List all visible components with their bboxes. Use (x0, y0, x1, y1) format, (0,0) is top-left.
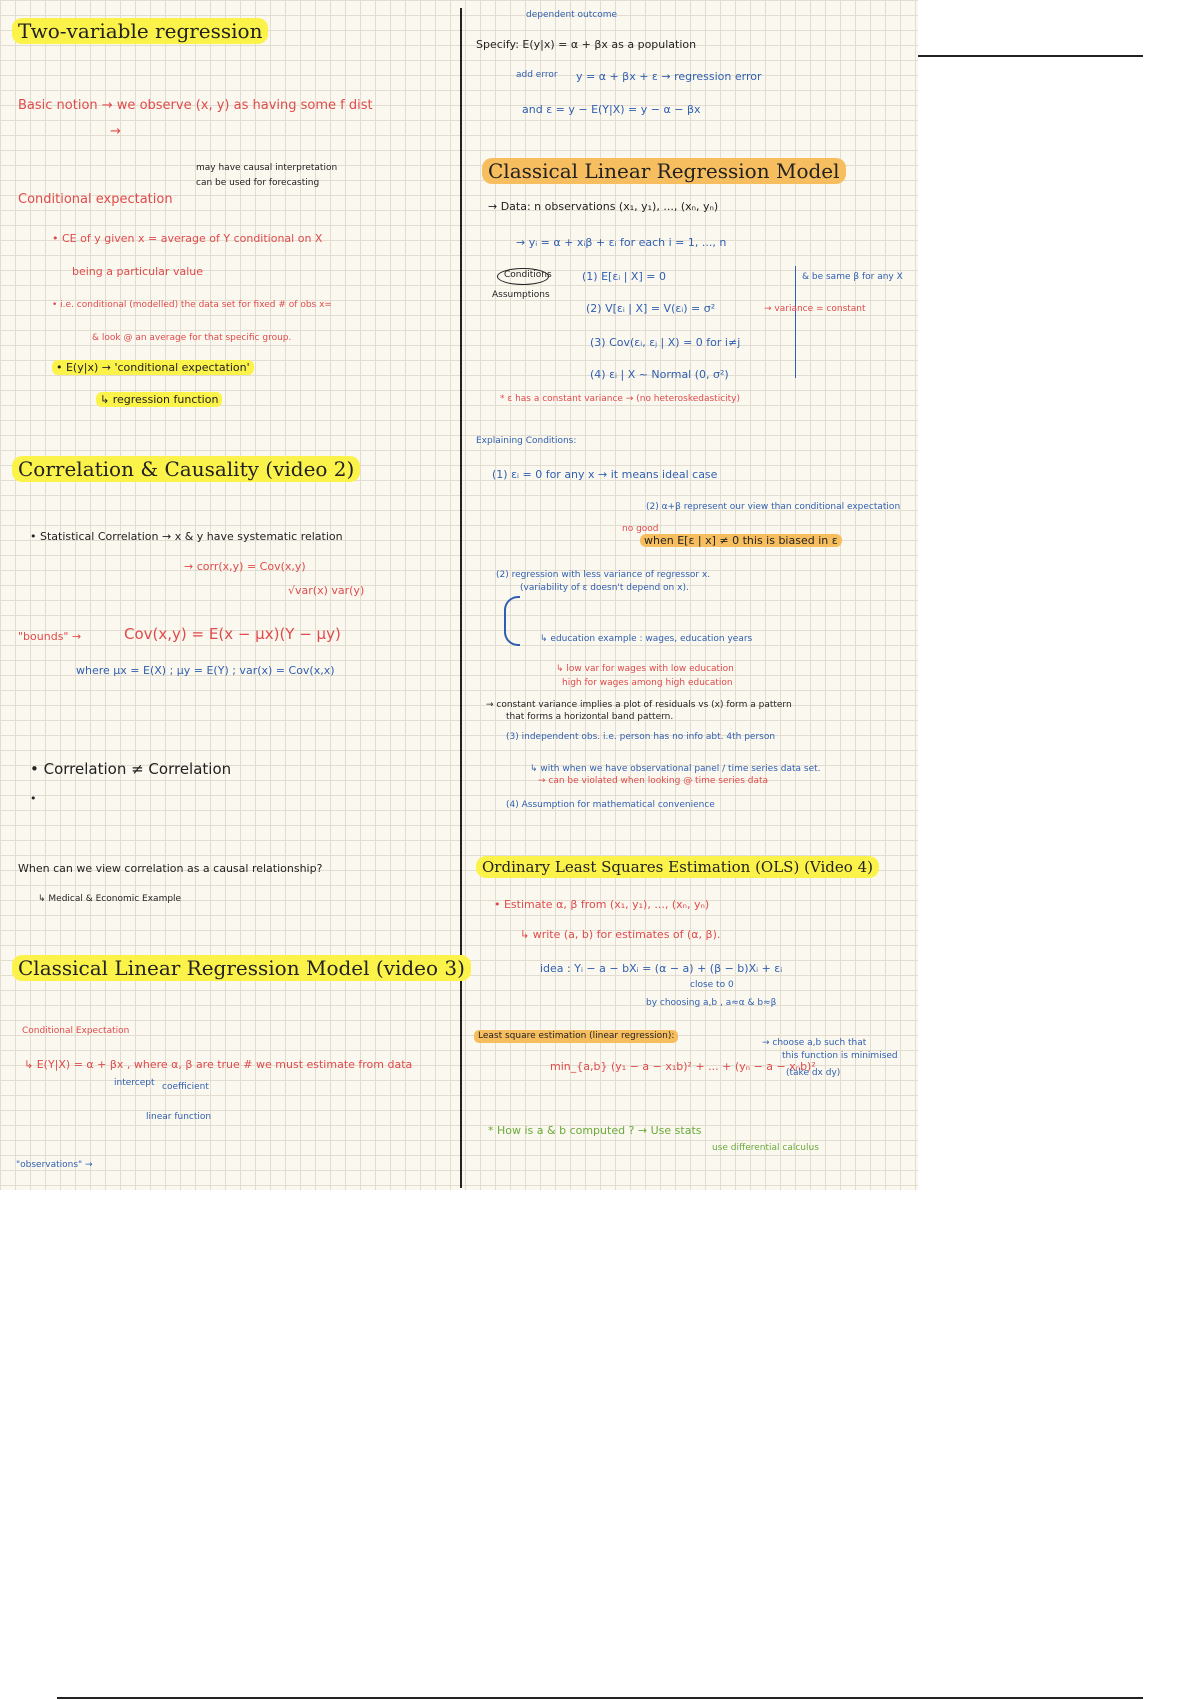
condition-1-biased: when E[ε | x] ≠ 0 this is biased in ε (640, 534, 842, 547)
ols-choose-ab: by choosing a,b , a≈α & b≈β (646, 998, 777, 1008)
heading-conditional-expectation-2: Conditional Expectation (22, 1026, 130, 1036)
side-note-same-beta: & be same β for any X (802, 272, 903, 282)
note-statistical-correlation: • Statistical Correlation → x & y have systematic relation (30, 530, 343, 543)
heading-clrm-video-3: Classical Linear Regression Model (video 3) (12, 955, 471, 981)
formula-corr-denominator: √var(x) var(y) (288, 584, 365, 597)
note-ce-definition-cont: being a particular value (72, 265, 203, 278)
ols-idea: idea : Yᵢ − a − bXᵢ = (α − a) + (β − b)Xᵢ + εᵢ (540, 962, 783, 975)
condition-2-bracket (504, 596, 520, 646)
note-differential-calculus: use differential calculus (712, 1143, 819, 1153)
heading-two-variable-regression: Two-variable regression (12, 18, 268, 44)
condition-3-violated: → can be violated when looking @ time series data (538, 776, 769, 786)
condition-2-low-var: ↳ low var for wages with low education (556, 664, 734, 674)
heading-clrm: Classical Linear Regression Model (482, 158, 846, 184)
assumptions-bracket-line (795, 266, 796, 378)
note-data-observations: → Data: n observations (x₁, y₁), ..., (xₙ, yₙ) (488, 200, 719, 213)
condition-3-panel: ↳ with when we have observational panel / time series data set. (530, 764, 821, 774)
label-coefficient: coefficient (162, 1082, 209, 1092)
note-specify: Specify: E(y|x) = α + βx as a population (476, 38, 697, 51)
condition-3: (3) independent obs. i.e. person has no info abt. 4th person (506, 732, 776, 742)
formula-least-squares: min_{a,b} (y₁ − a − x₁b)² + ... + (yₙ − a − xₙb)² (550, 1060, 816, 1073)
note-ce-definition: • CE of y given x = average of Y conditional on X (52, 232, 323, 245)
label-bounds: "bounds" → (18, 630, 82, 643)
bullet-empty: • (30, 792, 37, 805)
ols-estimate: • Estimate α, β from (x₁, y₁), ..., (xₙ, yₙ) (494, 898, 710, 911)
note-correlation-neq: • Correlation ≠ Correlation (30, 760, 232, 778)
condition-1: (1) εᵢ = 0 for any x → it means ideal case (492, 468, 718, 481)
note-homoskedasticity: * ε has a constant variance → (no heteroskedasticity) (500, 394, 741, 404)
note-medical-economic-example: ↳ Medical & Economic Example (38, 894, 182, 904)
formula-model: → yᵢ = α + xᵢβ + εᵢ for each i = 1, ..., n (516, 236, 727, 249)
top-right-rule (918, 55, 1143, 57)
heading-explaining-conditions: Explaining Conditions: (476, 436, 577, 446)
question-compute-ab: * How is a & b computed ? → Use stats (488, 1124, 702, 1137)
bottom-rule (57, 1697, 1143, 1699)
note-conditional-expectation-notation: • E(y|x) → 'conditional expectation' (52, 360, 254, 375)
ols-write-estimates: ↳ write (a, b) for estimates of (α, β). (520, 928, 721, 941)
column-divider (460, 8, 462, 1188)
label-observations: "observations" → (16, 1160, 93, 1170)
condition-1-interpretation: (2) α+β represent our view than conditional expectation (646, 502, 901, 512)
formula-corr-numerator: → corr(x,y) = Cov(x,y) (184, 560, 306, 573)
note-causal-interpretation: may have causal interpretation (196, 163, 338, 173)
heading-ols-video-4: Ordinary Least Squares Estimation (OLS) (Video 4) (476, 856, 879, 878)
heading-conditional-expectation: Conditional expectation (18, 192, 173, 207)
lse-note-take-derivative: (take dx dy) (786, 1068, 841, 1078)
ols-close-to-zero: close to 0 (690, 980, 734, 990)
note-ie-conditional: • i.e. conditional (modelled) the data set for fixed # of obs x= (52, 300, 332, 310)
assumption-1: (1) E[εᵢ | X] = 0 (582, 270, 666, 283)
lse-note-minimised: this function is minimised (782, 1051, 898, 1061)
condition-2-education-example: ↳ education example : wages, education years (540, 634, 753, 644)
tag-no-good: no good (622, 524, 659, 534)
label-intercept: intercept (114, 1078, 155, 1088)
annot-dependent-outcome: dependent outcome (526, 10, 618, 20)
side-note-variance-constant: → variance = constant (764, 304, 866, 314)
label-conditions: Conditions (504, 270, 552, 280)
question-causal: When can we view correlation as a causal relationship? (18, 862, 323, 875)
note-ie-conditional-cont: & look @ an average for that specific group. (92, 333, 292, 343)
note-basic-arrow: → (110, 124, 121, 139)
condition-2-variability: (variability of ε doesn't depend on x). (520, 583, 689, 593)
note-forecasting: can be used for forecasting (196, 178, 320, 188)
note-constant-variance: → constant variance implies a plot of residuals vs (x) form a pattern (486, 700, 792, 710)
condition-2-high-var: high for wages among high education (562, 678, 733, 688)
note-basic-notion: Basic notion → we observe (x, y) as having some f dist (18, 98, 373, 113)
note-regression-function: ↳ regression function (96, 392, 222, 407)
formula-covariance: Cov(x,y) = E(x − μx)(Y − μy) (124, 625, 341, 643)
label-linear-function: linear function (146, 1112, 212, 1122)
label-add-error: add error (516, 70, 558, 80)
formula-ce-linear: ↳ E(Y|X) = α + βx , where α, β are true # we must estimate from data (24, 1058, 413, 1071)
note-horizontal-band: that forms a horizontal band pattern. (506, 712, 674, 722)
formula-error-definition: and ε = y − E(Y|X) = y − α − βx (522, 103, 701, 116)
label-assumptions: Assumptions (492, 290, 550, 300)
formula-regression-error: y = α + βx + ε → regression error (576, 70, 762, 83)
heading-correlation-causality: Correlation & Causality (video 2) (12, 456, 360, 482)
assumption-3: (3) Cov(εᵢ, εⱼ | X) = 0 for i≠j (590, 336, 741, 349)
lse-note-choose: → choose a,b such that (762, 1038, 867, 1048)
assumption-4: (4) εᵢ | X ~ Normal (0, σ²) (590, 368, 729, 381)
heading-least-square-estimation: Least square estimation (linear regression): (474, 1030, 678, 1043)
assumption-2: (2) V[εᵢ | X] = V(εᵢ) = σ² (586, 302, 716, 315)
condition-2: (2) regression with less variance of regressor x. (496, 570, 711, 580)
condition-4: (4) Assumption for mathematical convenience (506, 800, 715, 810)
note-cov-where: where μx = E(X) ; μy = E(Y) ; var(x) = Cov(x,x) (76, 664, 335, 677)
